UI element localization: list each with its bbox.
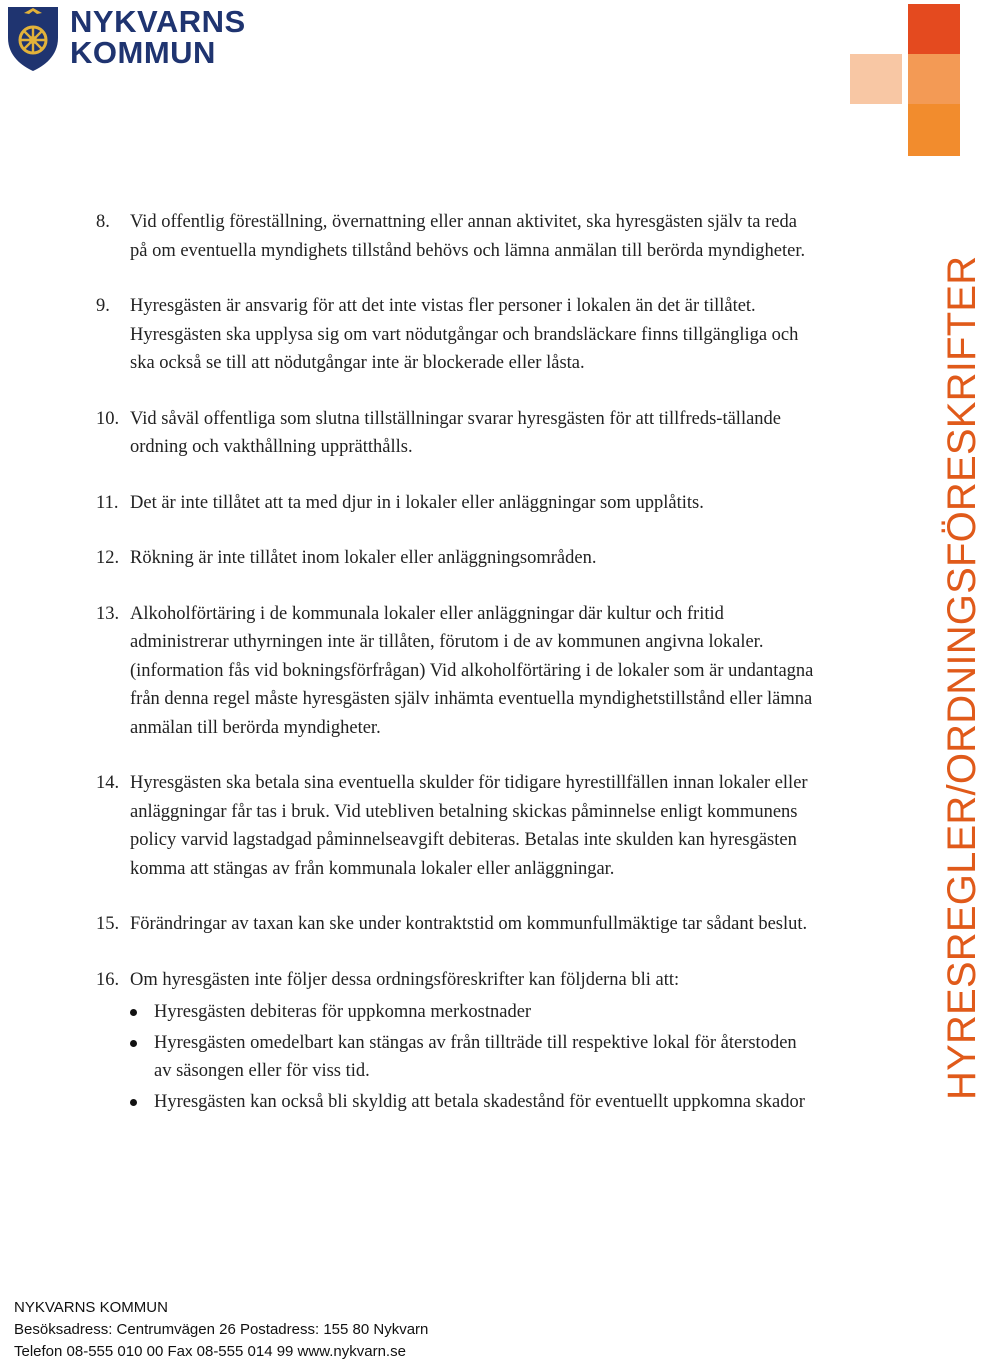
rule-text: Rökning är inte tillåtet inom lokaler eller anläggningsområden. xyxy=(130,548,597,568)
rule-text: Hyresgästen är ansvarig för att det inte vistas fler personer i lokalen än det är tillåtet. Hyresgästen ska upplysa sig om vart nödutgångar och brandsläckare finns tillgängliga och ska också se till att nödutgångar inte är blockerade eller låsta. xyxy=(130,296,799,373)
rule-number: 15. xyxy=(96,914,120,934)
rule-item xyxy=(96,292,816,378)
rule-text: Alkoholförtäring i de kommunala lokaler eller anläggningar där kultur och fritid administrerar uthyrningen inte är tillåten, förutom i de av kommunen angivna lokaler. (information fås vid bokningsförfrågan) Vid alkoholförtäring i de lokaler som är undantagna från denna regel måste hyresgästen själv inhämta eventuella myndighetstillstånd eller lämna anmälan till berörda myndigheter. xyxy=(130,603,814,738)
footer xyxy=(14,1297,428,1363)
rule-item xyxy=(96,544,816,573)
square-orange xyxy=(908,104,960,156)
rule-text: Om hyresgästen inte följer dessa ordningsföreskrifter kan följderna bli att: xyxy=(130,969,680,990)
consequence-list xyxy=(130,998,816,1116)
list-item: Hyresgästen omedelbart kan stängas av från tillträde till respektive lokal för återstoden av säsongen eller för viss tid. xyxy=(130,1029,816,1086)
logo-line-2: KOMMUN xyxy=(70,35,216,70)
rules-list xyxy=(96,208,816,1143)
rule-number: 12. xyxy=(96,548,120,568)
rule-item xyxy=(96,769,816,883)
square-red xyxy=(908,4,960,54)
municipality-logo xyxy=(4,4,246,74)
rule-text: Hyresgästen ska betala sina eventuella skulder för tidigare hyrestillfällen innan lokaler eller anläggningar får tas i bruk. Vid utebliven betalning skickas påminnelse enligt kommunens policy varvid lagstadgad påminnelseavgift debiteras. Betalas inte skulden kan hyresgästen komma att stängas av från kommunala lokaler eller anläggningar. xyxy=(130,773,808,879)
side-title: HYRESREGLER/ORDNINGSFÖRESKRIFTER xyxy=(940,255,984,1100)
rule-number: 16. xyxy=(96,969,120,990)
rule-text: Vid såväl offentliga som slutna tillställningar svarar hyresgästen för att tillfreds-tällande ordning och vakthållning upprätthålls. xyxy=(130,408,782,457)
footer-org: NYKVARNS KOMMUN xyxy=(14,1299,168,1316)
rule-number: 8. xyxy=(96,212,110,232)
coat-of-arms-icon xyxy=(4,4,62,74)
decorative-squares xyxy=(850,0,960,160)
rule-number: 13. xyxy=(96,603,120,624)
list-item: Hyresgästen debiteras för uppkomna merkostnader xyxy=(130,998,816,1027)
rule-item xyxy=(96,489,816,518)
logo-wordmark xyxy=(70,6,246,68)
rule-item xyxy=(96,966,816,1117)
list-item: Hyresgästen kan också bli skyldig att betala skadestånd för eventuellt uppkomna skador xyxy=(130,1088,816,1117)
rule-number: 10. xyxy=(96,408,120,429)
square-orange-light xyxy=(908,54,960,104)
rule-item xyxy=(96,910,816,939)
square-pale xyxy=(850,54,902,104)
rule-number: 11. xyxy=(96,492,119,513)
rule-item xyxy=(96,600,816,743)
rule-number: 14. xyxy=(96,773,120,793)
rule-text: Förändringar av taxan kan ske under kontraktstid om kommunfullmäktige tar sådant beslut. xyxy=(130,914,808,934)
footer-contact: Telefon 08-555 010 00 Fax 08-555 014 99 www.nykvarn.se xyxy=(14,1343,406,1360)
logo-line-1: NYKVARNS xyxy=(70,4,246,39)
rule-number: 9. xyxy=(96,296,110,316)
footer-address: Besöksadress: Centrumvägen 26 Postadress: 155 80 Nykvarn xyxy=(14,1321,429,1338)
rule-item xyxy=(96,208,816,265)
rule-text: Det är inte tillåtet att ta med djur in i lokaler eller anläggningar som upplåtits. xyxy=(130,492,704,513)
rule-item xyxy=(96,405,816,462)
rule-text: Vid offentlig föreställning, övernattning eller annan aktivitet, ska hyresgästen själv ta reda på om eventuella myndighets tillstånd behövs och lämna anmälan till berörda myndigheter. xyxy=(130,212,806,261)
